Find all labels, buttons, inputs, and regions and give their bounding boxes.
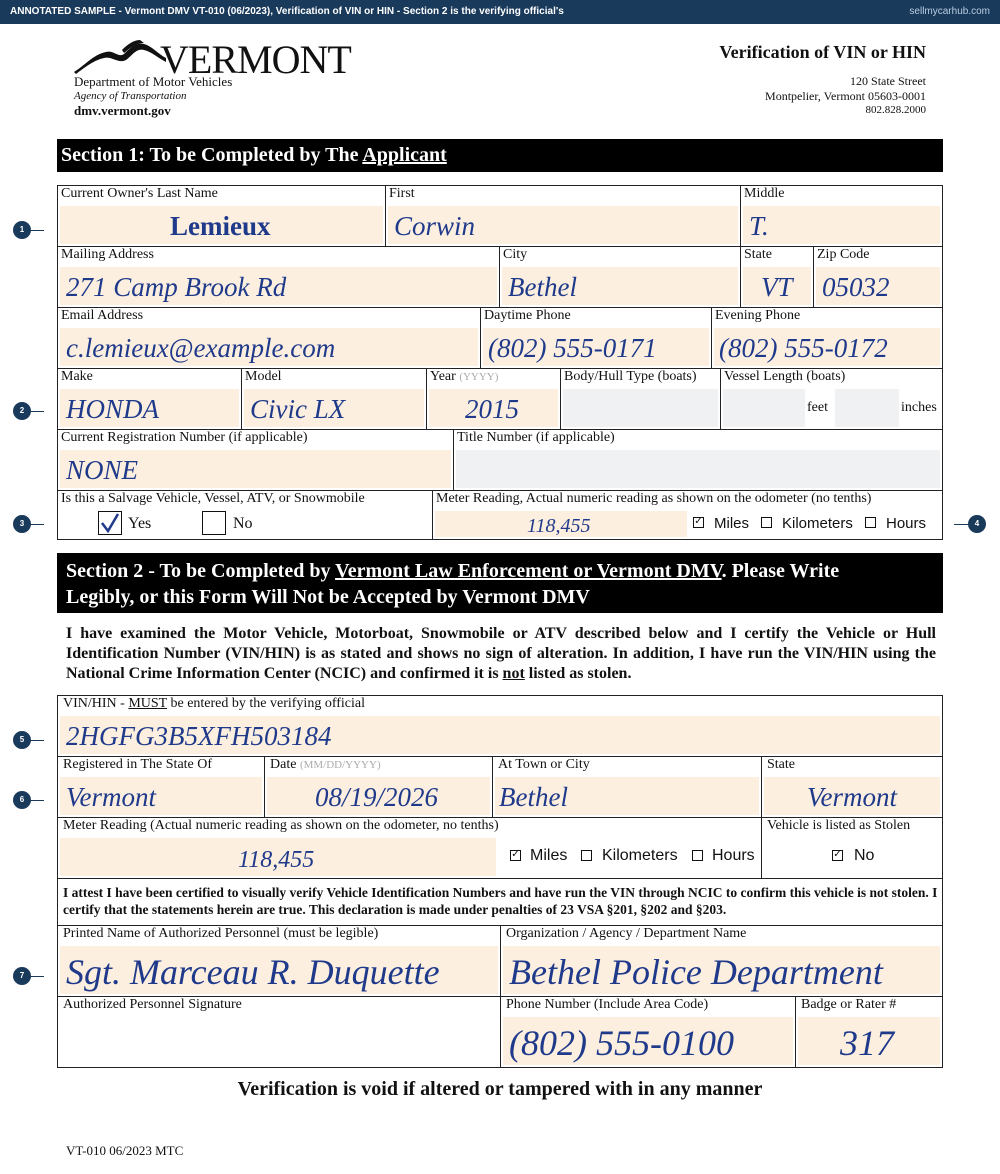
zip-code-field[interactable]: Zip Code 05032 — [813, 246, 943, 308]
annotation-marker-6[interactable]: 6 — [13, 791, 31, 809]
annotation-marker-5[interactable]: 5 — [13, 731, 31, 749]
agency-name: Agency of Transportation — [74, 90, 187, 102]
meter-reading-value: 118,455 — [527, 515, 591, 537]
banner-title: ANNOTATED SAMPLE - Vermont DMV VT-010 (06/2023), Verification of VIN or HIN - Section 2 is the verifying official's — [10, 6, 564, 17]
annotation-marker-3[interactable]: 3 — [13, 515, 31, 533]
organization-value: Bethel Police Department — [509, 952, 883, 992]
mailing-address-field[interactable]: Mailing Address 271 Camp Brook Rd — [57, 246, 500, 308]
annotation-marker-4[interactable]: 4 — [968, 515, 986, 533]
first-name-field[interactable]: First Corwin — [385, 185, 741, 247]
sec2-meter-reading-field[interactable]: Meter Reading (Actual numeric reading as shown on the odometer, no tenths) 118,455 ✓ Miles Kilometers Hours — [57, 817, 762, 879]
year-field[interactable]: Year (YYYY) 2015 — [426, 368, 561, 430]
vessel-length-field[interactable]: Vessel Length (boats) feet inches — [720, 368, 943, 430]
banner-source: sellmycarhub.com — [909, 6, 990, 17]
annotation-marker-2[interactable]: 2 — [13, 402, 31, 420]
section-1-heading: Section 1: To be Completed by The Applicant — [57, 139, 943, 172]
email-value: c.lemieux@example.com — [66, 333, 336, 363]
officer-phone-field[interactable]: Phone Number (Include Area Code) (802) 555-0100 — [500, 996, 796, 1068]
date-value: 08/19/2026 — [315, 782, 439, 812]
model-value: Civic LX — [250, 394, 346, 424]
sec2-miles-checkbox[interactable]: ✓ — [511, 849, 520, 860]
middle-name-field[interactable]: Middle T. — [740, 185, 943, 247]
registered-state-field[interactable]: Registered in The State Of Vermont — [57, 756, 265, 818]
daytime-phone-field[interactable]: Daytime Phone (802) 555-0171 — [480, 307, 712, 369]
middle-name-value: T. — [749, 211, 769, 241]
registered-state-value: Vermont — [66, 782, 156, 812]
address-city: Montpelier, Vermont 05603-0001 — [765, 89, 926, 103]
sec2-kilometers-checkbox[interactable] — [581, 850, 592, 861]
model-field[interactable]: Model Civic LX — [241, 368, 427, 430]
daytime-phone-value: (802) 555-0171 — [488, 333, 657, 363]
vin-field[interactable]: VIN/HIN - MUST be entered by the verifying official 2HGFG3B5XFH503184 — [57, 695, 943, 757]
salvage-no-checkbox[interactable] — [202, 511, 226, 535]
void-notice: Verification is void if altered or tampered with in any manner — [237, 1078, 763, 1100]
town-city-field[interactable]: At Town or City Bethel — [492, 756, 762, 818]
organization-field[interactable]: Organization / Agency / Department Name Bethel Police Department — [500, 925, 943, 997]
website-link[interactable]: dmv.vermont.gov — [74, 103, 171, 118]
body-hull-type-field[interactable]: Body/Hull Type (boats) — [560, 368, 721, 430]
badge-number-field[interactable]: Badge or Rater # 317 — [795, 996, 943, 1068]
address-street: 120 State Street — [850, 74, 926, 88]
mailing-address-value: 271 Camp Brook Rd — [66, 272, 287, 302]
sec2-hours-checkbox[interactable] — [692, 850, 703, 861]
stolen-status-field: Vehicle is listed as Stolen ✓ No — [761, 817, 943, 879]
vermont-logo-wordmark: VERMONT — [160, 37, 351, 82]
city-value: Bethel — [508, 272, 577, 302]
make-value: HONDA — [66, 394, 159, 424]
salvage-field: Is this a Salvage Vehicle, Vessel, ATV, or Snowmobile Yes No — [57, 490, 433, 540]
last-name-field[interactable]: Current Owner's Last Name Lemieux — [57, 185, 386, 247]
miles-checkbox[interactable]: ✓ — [694, 516, 703, 527]
date-field[interactable]: Date (MM/DD/YYYY) 08/19/2026 — [264, 756, 493, 818]
annotation-marker-7[interactable]: 7 — [13, 967, 31, 985]
make-field[interactable]: Make HONDA — [57, 368, 242, 430]
evening-phone-value: (802) 555-0172 — [719, 333, 888, 363]
header-phone: 802.828.2000 — [865, 104, 926, 116]
vin-value: 2HGFG3B5XFH503184 — [66, 721, 332, 751]
zip-code-value: 05032 — [822, 272, 890, 302]
printed-name-field[interactable]: Printed Name of Authorized Personnel (must be legible) Sgt. Marceau R. Duquette — [57, 925, 501, 997]
state-value: VT — [761, 272, 793, 302]
officer-phone-value: (802) 555-0100 — [509, 1023, 734, 1063]
attestation-text: I attest I have been certified to visually verify Vehicle Identification Numbers and have run the VIN through NCIC to confirm this vehicle is not stolen. I certify that the statements herein are true. This declaration is made under penalties of 23 VSA §201, §202 and §203. — [63, 885, 938, 917]
email-field[interactable]: Email Address c.lemieux@example.com — [57, 307, 481, 369]
annotation-banner — [0, 0, 1000, 24]
town-city-value: Bethel — [499, 782, 568, 812]
checkmark-icon — [98, 511, 122, 535]
section-2-heading: Section 2 - To be Completed by Vermont Law Enforcement or Vermont DMV. Please Write Legibly, or this Form Will Not be Accepted by Vermont DMV — [57, 553, 943, 613]
evening-phone-field[interactable]: Evening Phone (802) 555-0172 — [711, 307, 943, 369]
sec2-state-value: Vermont — [807, 782, 897, 812]
sec2-state-field[interactable]: State Vermont — [761, 756, 943, 818]
vessel-inches-input[interactable] — [835, 389, 899, 427]
meter-reading-field[interactable]: Meter Reading, Actual numeric reading as shown on the odometer (no tenths) 118,455 ✓ Miles Kilometers Hours — [432, 490, 943, 540]
kilometers-checkbox[interactable] — [761, 517, 772, 528]
salvage-yes-checkbox[interactable] — [98, 511, 122, 535]
department-name: Department of Motor Vehicles — [74, 74, 233, 89]
stolen-no-checkbox[interactable]: ✓ — [833, 849, 842, 860]
registration-number-value: NONE — [66, 455, 139, 485]
sec2-meter-reading-value: 118,455 — [238, 847, 315, 873]
first-name-value: Corwin — [394, 211, 476, 241]
annotation-marker-1[interactable]: 1 — [13, 221, 31, 239]
form-number: VT-010 06/2023 MTC — [66, 1143, 184, 1158]
state-field[interactable]: State VT — [740, 246, 814, 308]
city-field[interactable]: City Bethel — [499, 246, 741, 308]
last-name-value: Lemieux — [170, 211, 271, 241]
vessel-feet-input[interactable] — [723, 389, 805, 427]
printed-name-value: Sgt. Marceau R. Duquette — [66, 952, 440, 992]
mountain-logo-icon — [74, 40, 166, 74]
registration-number-field[interactable]: Current Registration Number (if applicable) NONE — [57, 429, 454, 491]
form-title: Verification of VIN or HIN — [719, 42, 926, 62]
badge-number-value: 317 — [840, 1023, 894, 1063]
certification-statement: I have examined the Motor Vehicle, Motorboat, Snowmobile or ATV described below and I certify the Vehicle or Hull Identification Number (VIN/HIN) is as stated and shows no sign of alteration. In addition, I have run the VIN/HIN using the National Crime Information Center (NCIC) and confirmed it is not listed as stolen. — [66, 625, 936, 682]
signature-field[interactable]: Authorized Personnel Signature — [57, 996, 501, 1068]
year-value: 2015 — [465, 394, 519, 424]
title-number-field[interactable]: Title Number (if applicable) — [453, 429, 943, 491]
hours-checkbox[interactable] — [865, 517, 876, 528]
